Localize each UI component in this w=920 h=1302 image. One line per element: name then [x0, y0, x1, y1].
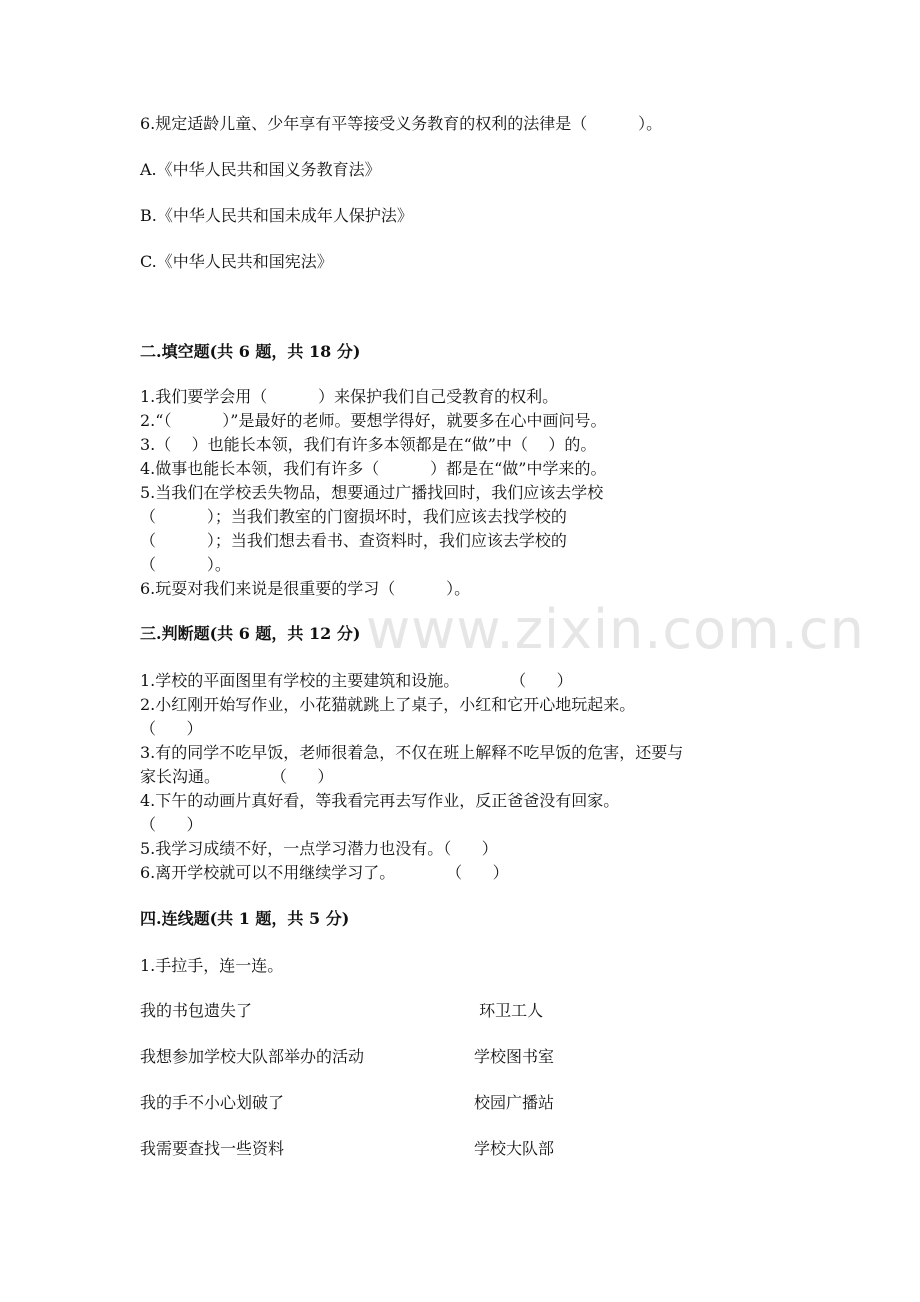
- matching-left-item: 我想参加学校大队部举办的活动: [140, 1047, 365, 1066]
- judge-line: 1.学校的平面图里有学校的主要建筑和设施。 （ ）: [140, 671, 573, 690]
- fill-blank-line: 3.（ ）也能长本领，我们有许多本领都是在“做”中（ ）的。: [140, 435, 597, 454]
- matching-right-item: 校园广播站: [474, 1093, 555, 1112]
- matching-right-item: 学校大队部: [474, 1139, 555, 1158]
- fill-blank-line: 5.当我们在学校丢失物品，想要通过广播找回时，我们应该去学校: [140, 483, 604, 502]
- matching-instruction: 1.手拉手，连一连。: [140, 956, 284, 975]
- fill-blank-line: （ ）；当我们教室的门窗损坏时，我们应该去找学校的: [140, 507, 567, 526]
- matching-left-item: 我需要查找一些资料: [140, 1139, 285, 1158]
- judge-line: 2.小红刚开始写作业，小花猫就跳上了桌子，小红和它开心地玩起来。: [140, 695, 636, 714]
- matching-right-item: 学校图书室: [474, 1047, 555, 1066]
- question-6-option-b: B.《中华人民共和国未成年人保护法》: [140, 206, 413, 225]
- matching-left-item: 我的书包遗失了: [140, 1001, 253, 1020]
- judge-line: 5.我学习成绩不好，一点学习潜力也没有。（ ）: [140, 839, 498, 858]
- matching-left-item: 我的手不小心划破了: [140, 1093, 285, 1112]
- judge-line: 3.有的同学不吃早饭，老师很着急，不仅在班上解释不吃早饭的危害，还要与: [140, 743, 684, 762]
- question-6-option-a: A.《中华人民共和国义务教育法》: [140, 160, 381, 179]
- judge-line: （ ）: [140, 815, 203, 834]
- question-6-stem: 6.规定适龄儿童、少年享有平等接受义务教育的权利的法律是（ ）。: [140, 114, 663, 133]
- fill-blank-line: （ ）。: [140, 555, 231, 574]
- question-6-option-c: C.《中华人民共和国宪法》: [140, 252, 333, 271]
- fill-blank-line: 2.“（ ）”是最好的老师。要想学得好，就要多在心中画问号。: [140, 411, 607, 430]
- matching-right-item: 环卫工人: [474, 1001, 544, 1020]
- watermark: www.zixin.com.cn: [366, 598, 865, 661]
- judge-line: （ ）: [140, 719, 203, 738]
- judge-heading: 三.判断题(共 6 题，共 12 分): [140, 624, 361, 643]
- fill-blank-line: 4.做事也能长本领，我们有许多（ ）都是在“做”中学来的。: [140, 459, 607, 478]
- judge-line: 6.离开学校就可以不用继续学习了。 （ ）: [140, 863, 509, 882]
- fill-blank-heading: 二.填空题(共 6 题，共 18 分): [140, 342, 361, 361]
- judge-line: 家长沟通。 （ ）: [140, 767, 334, 786]
- fill-blank-line: 1.我们要学会用（ ）来保护我们自己受教育的权利。: [140, 387, 559, 406]
- fill-blank-line: 6.玩耍对我们来说是很重要的学习（ ）。: [140, 579, 471, 598]
- fill-blank-line: （ ）；当我们想去看书、查资料时，我们应该去学校的: [140, 531, 567, 550]
- matching-heading: 四.连线题(共 1 题，共 5 分): [140, 909, 350, 928]
- judge-line: 4.下午的动画片真好看，等我看完再去写作业，反正爸爸没有回家。: [140, 791, 620, 810]
